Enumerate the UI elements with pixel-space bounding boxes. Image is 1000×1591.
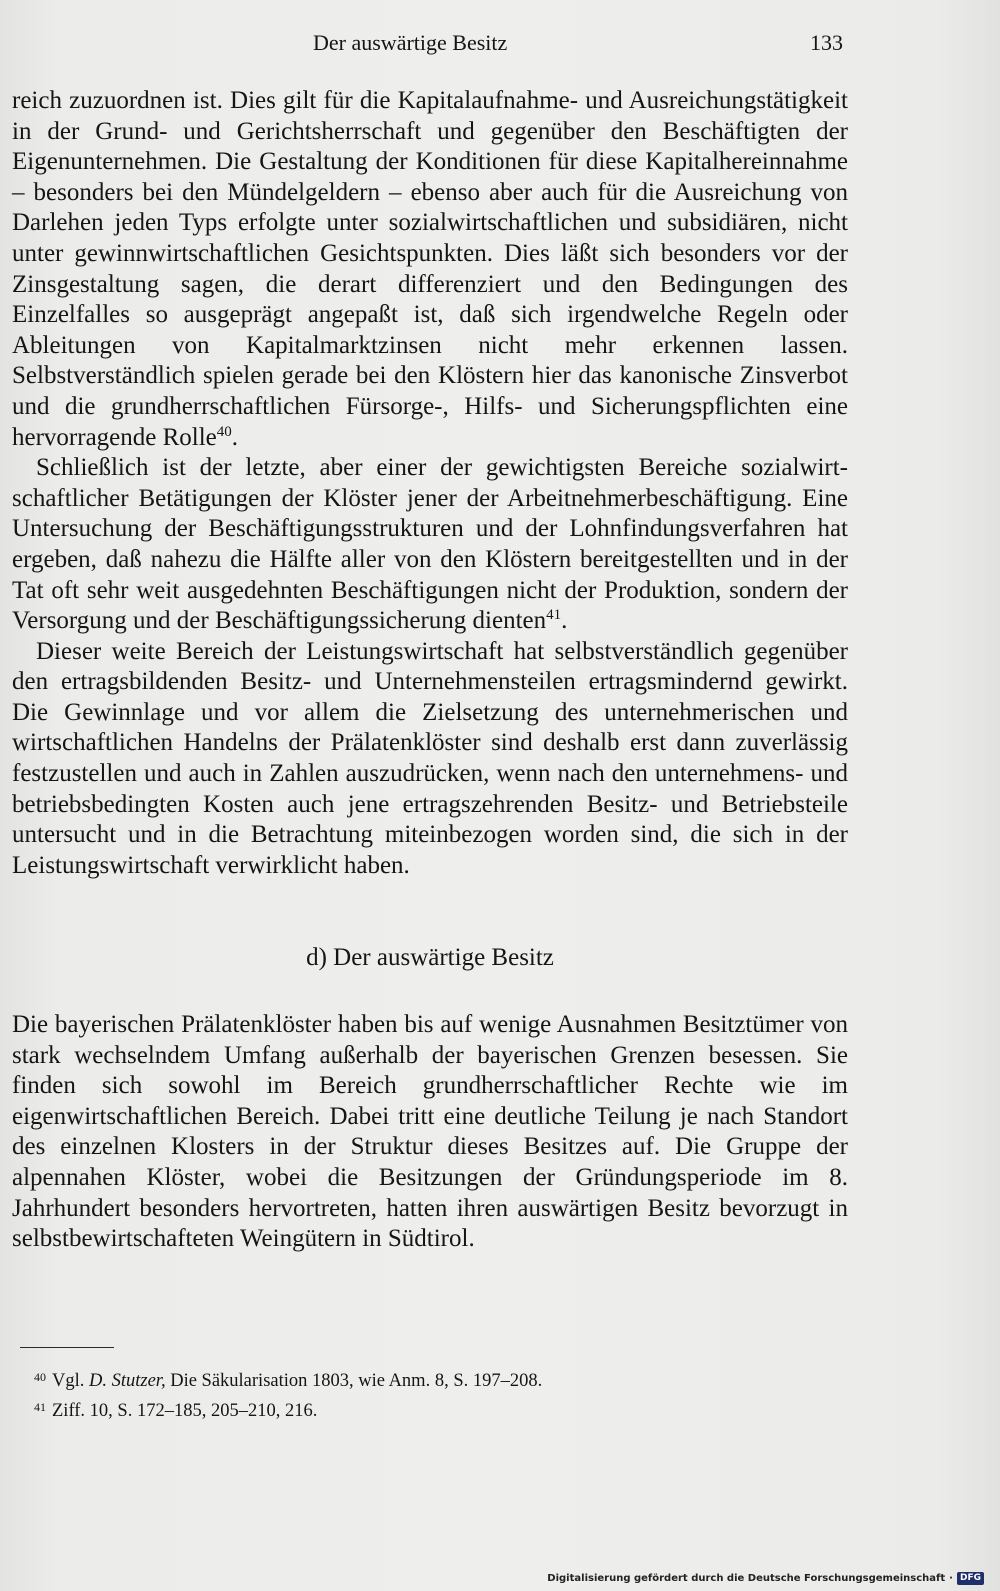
paragraph-1-text: reich zuzuordnen ist. Dies gilt für die Kapitalaufnahme- und Ausreichungstätigkeit in der Grund- und Gerichtsherrschaft und gegenüber den Beschäftigten der Eigenunternehmen. Die Gestaltung der Konditionen für diese Kapitalhereinnahme – besonders bei den Mündelgeldern – ebenso aber auch für die Ausreichung von Darlehen jeden Typs erfolgte unter sozialwirtschaftlichen und subsidiären, nicht unter gewinnwirtschaftlichen Gesichtspunkten. Dies läßt sich besonders vor der Zinsgestaltung sagen, die derart differenziert und den Bedingungen des Einzelfalles so ausgeprägt angepaßt ist, daß sich irgendwelche Regeln oder Ableitungen von Kapitalmarktzinsen nicht mehr erkennen lassen. Selbstverständlich spielen gerade bei den Klöstern hier das kanonische Zinsverbot und die grundherrschaftlichen Fürsorge-, Hilfs- und Sicherungspflichten eine hervorragende Rolle [12,87,848,451]
footnote-prefix: Vgl. [52,1371,89,1391]
footnote-ref-41[interactable]: 41 [546,607,562,624]
paragraph-1-end: . [231,423,239,451]
footnote-mark: 40 [34,1370,46,1384]
footnote-text: Die Säkularisation 1803, wie Anm. 8, S. 197–208. [165,1371,543,1391]
page-number: 133 [810,30,843,55]
credit-separator: · [949,1572,953,1584]
footnote-text: Ziff. 10, S. 172–185, 205–210, 216. [52,1401,318,1421]
running-header [313,30,843,62]
footnote-author: D. Stutzer, [89,1371,166,1391]
section-heading: d) Der auswärtige Besitz [306,944,554,972]
footnote-40 [34,1364,834,1394]
footnote-ref-40[interactable]: 40 [216,423,232,440]
digitization-credit [547,1570,984,1586]
dfg-logo-icon: DFG [957,1572,984,1585]
footnotes [34,1364,834,1424]
paragraph-3: Dieser weite Bereich der Leistungswirtschaft hat selbstverständlich gegenüber den ertragsbildenden Besitz- und Unternehmensteilen ertragsmindernd gewirkt. Die Gewinnlage und vor allem die Zielsetzung des unternehmerischen und wirtschaftlichen Handelns der Prälatenklöster sind deshalb erst dann zuverlässig festzustellen und auch in Zahlen auszudrücken, wenn nach den unternehmens- und betriebsbedingten Kosten auch jene ertragszehrenden Besitz- und Betriebsteile untersucht und in die Betrachtung miteinbezogen worden sind, die sich in der Leistungswirtschaft verwirklicht haben. [12,637,848,879]
footnote-mark: 41 [34,1400,46,1414]
paragraph-2 [12,453,848,637]
paragraph-1 [12,86,848,453]
paragraph-4: Die bayerischen Prälatenklöster haben bis auf wenige Ausnahmen Besitztümer von stark wechselndem Umfang außerhalb der bayerischen Grenzen besessen. Sie finden sich sowohl im Bereich grundherrschaftlicher Rechte wie im eigenwirtschaftlichen Bereich. Dabei tritt eine deutliche Teilung je nach Standort des einzelnen Klosters in der Struktur dieses Besitzes auf. Die Gruppe der alpennahen Klöster, wobei die Besitzungen der Gründungsperiode im 8. Jahrhundert besonders hervortreten, hatten ihren auswärtigen Besitz bevorzugt in selbstbewirtschafteten Weingütern in Südtirol. [12,1011,848,1253]
footnote-rule [20,1347,114,1348]
body-text [12,86,848,1255]
credit-text: Digitalisierung gefördert durch die Deutsche Forschungsgemeinschaft [547,1572,946,1584]
running-title: Der auswärtige Besitz [313,30,508,55]
paragraph-2-text: Schließlich ist der letzte, aber einer der gewichtigsten Bereiche sozialwirtschaftlicher Betätigungen der Klöster jener der Arbeitnehmerbeschäftigung. Eine Untersuchung der Beschäftigungsstrukturen und der Lohnfindungsverfahren hat ergeben, daß nahezu die Hälfte aller von den Klöstern bereitgestellten und in der Tat oft sehr weit ausgedehnten Beschäftigungen nicht der Produktion, sondern der Versorgung und der Beschäftigungssicherung dienten [12,454,848,635]
footnote-41 [34,1394,834,1424]
paragraph-2-end: . [561,607,568,635]
